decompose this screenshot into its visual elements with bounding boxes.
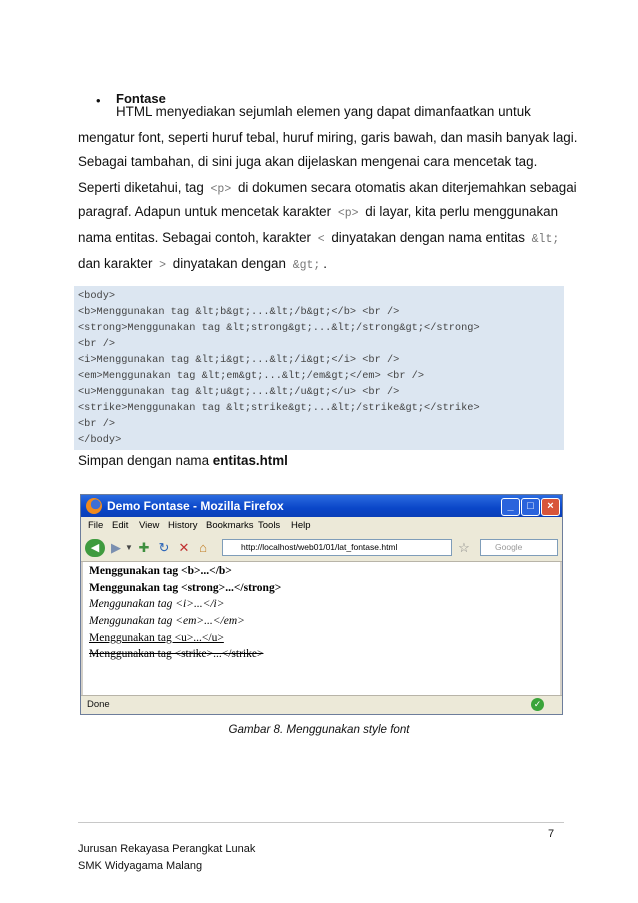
window-title: Demo Fontase - Mozilla Firefox: [107, 499, 284, 513]
menu-item-tools[interactable]: Tools: [258, 520, 281, 531]
menu-item-bookmarks[interactable]: Bookmarks: [206, 520, 254, 531]
url-text: http://localhost/web01/01/lat_fontase.html: [241, 542, 398, 552]
code-line: </body>: [78, 434, 122, 446]
save-prefix: Simpan dengan nama: [78, 453, 213, 468]
page-number: 7: [548, 828, 555, 840]
footer-line-1: Jurusan Rekayasa Perangkat Lunak: [78, 843, 256, 855]
figure-caption: Gambar 8. Menggunakan style font: [228, 723, 410, 736]
footer-divider: [78, 822, 564, 823]
save-instruction: [78, 453, 288, 468]
title-bar: [81, 495, 562, 517]
inline-code: <: [317, 233, 325, 246]
code-line: <u>Menggunakan tag &lt;u&gt;...&lt;/u&gt;</u> <br />: [78, 386, 400, 398]
paragraph-line: [78, 256, 327, 272]
minimize-button[interactable]: _: [501, 498, 520, 516]
home-icon[interactable]: ⌂: [199, 540, 207, 555]
history-dropdown-icon[interactable]: ▼: [125, 543, 133, 552]
firefox-icon: [86, 498, 102, 514]
paragraph-line: [78, 154, 537, 169]
maximize-button[interactable]: □: [521, 498, 540, 516]
rendered-line-bold: Menggunakan tag <strong>...</strong>: [89, 582, 282, 594]
text-run: Sebagai tambahan, di sini juga akan dijelaskan mengenai cara mencetak tag.: [78, 154, 538, 169]
footer-line-2: SMK Widyagama Malang: [78, 860, 203, 872]
paragraph-line: [116, 104, 531, 119]
rendered-line-italic: Menggunakan tag <i>...</i>: [89, 598, 225, 610]
checkmark-icon: ✓: [531, 698, 544, 711]
browser-window: [80, 494, 563, 715]
bookmark-star-icon[interactable]: ☆: [458, 540, 470, 555]
bullet: •: [96, 93, 101, 108]
code-line: <em>Menggunakan tag &lt;em&gt;...&lt;/em&gt;</em> <br />: [78, 370, 425, 382]
text-run: nama entitas. Sebagai contoh, karakter: [78, 230, 315, 245]
save-filename: entitas.html: [212, 453, 288, 468]
reload-icon[interactable]: ↻: [158, 540, 170, 555]
paragraph-line: [78, 204, 558, 220]
menu-bar: [81, 517, 562, 535]
code-line: <i>Menggunakan tag &lt;i&gt;...&lt;/i&gt;</i> <br />: [78, 354, 400, 366]
text-run: HTML menyediakan sejumlah elemen yang dapat dimanfaatkan untuk: [116, 104, 531, 119]
addon-icon[interactable]: ✚: [138, 540, 150, 555]
text-run: di dokumen secara otomatis akan diterjemahkan sebagai: [234, 180, 577, 195]
inline-code: <p>: [210, 183, 232, 196]
menu-item-file[interactable]: File: [88, 520, 104, 531]
status-text: Done: [87, 699, 110, 710]
search-input[interactable]: [480, 539, 558, 556]
inline-code: &gt;: [292, 259, 321, 272]
inline-code: >: [159, 259, 167, 272]
menu-item-view[interactable]: View: [139, 520, 160, 531]
code-line: <body>: [78, 290, 116, 302]
address-bar[interactable]: [222, 539, 452, 556]
text-run: Seperti diketahui, tag: [78, 180, 208, 195]
page-content: [83, 562, 560, 696]
paragraph-line: [78, 230, 562, 246]
section-title: Fontase: [116, 91, 166, 106]
text-run: dinyatakan dengan: [169, 256, 290, 271]
code-line: <b>Menggunakan tag &lt;b&gt;...&lt;/b&gt;</b> <br />: [78, 306, 400, 318]
paragraph-line: [78, 180, 577, 196]
code-block: [74, 286, 564, 450]
back-button[interactable]: ◀: [85, 539, 105, 557]
code-line: <br />: [78, 338, 116, 350]
navigation-toolbar: [81, 535, 562, 562]
menu-item-help[interactable]: Help: [291, 520, 311, 531]
rendered-line-underline: Menggunakan tag <u>...</u>: [89, 632, 224, 644]
rendered-line-bold: Menggunakan tag <b>...</b>: [89, 565, 232, 577]
menu-item-history[interactable]: History: [168, 520, 198, 531]
code-line: <br />: [78, 418, 116, 430]
paragraph-line: [78, 130, 577, 145]
text-run: mengatur font, seperti huruf tebal, huruf miring, garis bawah, dan masih banyak lagi.: [78, 130, 578, 145]
inline-code: <p>: [337, 207, 359, 220]
close-button[interactable]: ×: [541, 498, 560, 516]
rendered-line-italic: Menggunakan tag <em>...</em>: [89, 615, 245, 627]
rendered-line-strike: Menggunakan tag <strike>...</strike>: [89, 648, 264, 660]
code-line: <strike>Menggunakan tag &lt;strike&gt;...&lt;/strike&gt;</strike>: [78, 402, 480, 414]
menu-item-edit[interactable]: Edit: [112, 520, 129, 531]
text-run: paragraf. Adapun untuk mencetak karakter: [78, 204, 335, 219]
code-line: <strong>Menggunakan tag &lt;strong&gt;...&lt;/strong&gt;</strong>: [78, 322, 480, 334]
search-placeholder: Google: [495, 542, 523, 552]
text-run: dan karakter: [78, 256, 157, 271]
text-run: .: [323, 256, 328, 271]
forward-icon[interactable]: ▶: [111, 540, 121, 555]
stop-icon[interactable]: ✕: [178, 540, 190, 555]
status-bar: [81, 695, 562, 714]
text-run: di layar, kita perlu menggunakan: [361, 204, 559, 219]
text-run: dinyatakan dengan nama entitas: [327, 230, 529, 245]
inline-code: &lt;: [531, 233, 560, 246]
